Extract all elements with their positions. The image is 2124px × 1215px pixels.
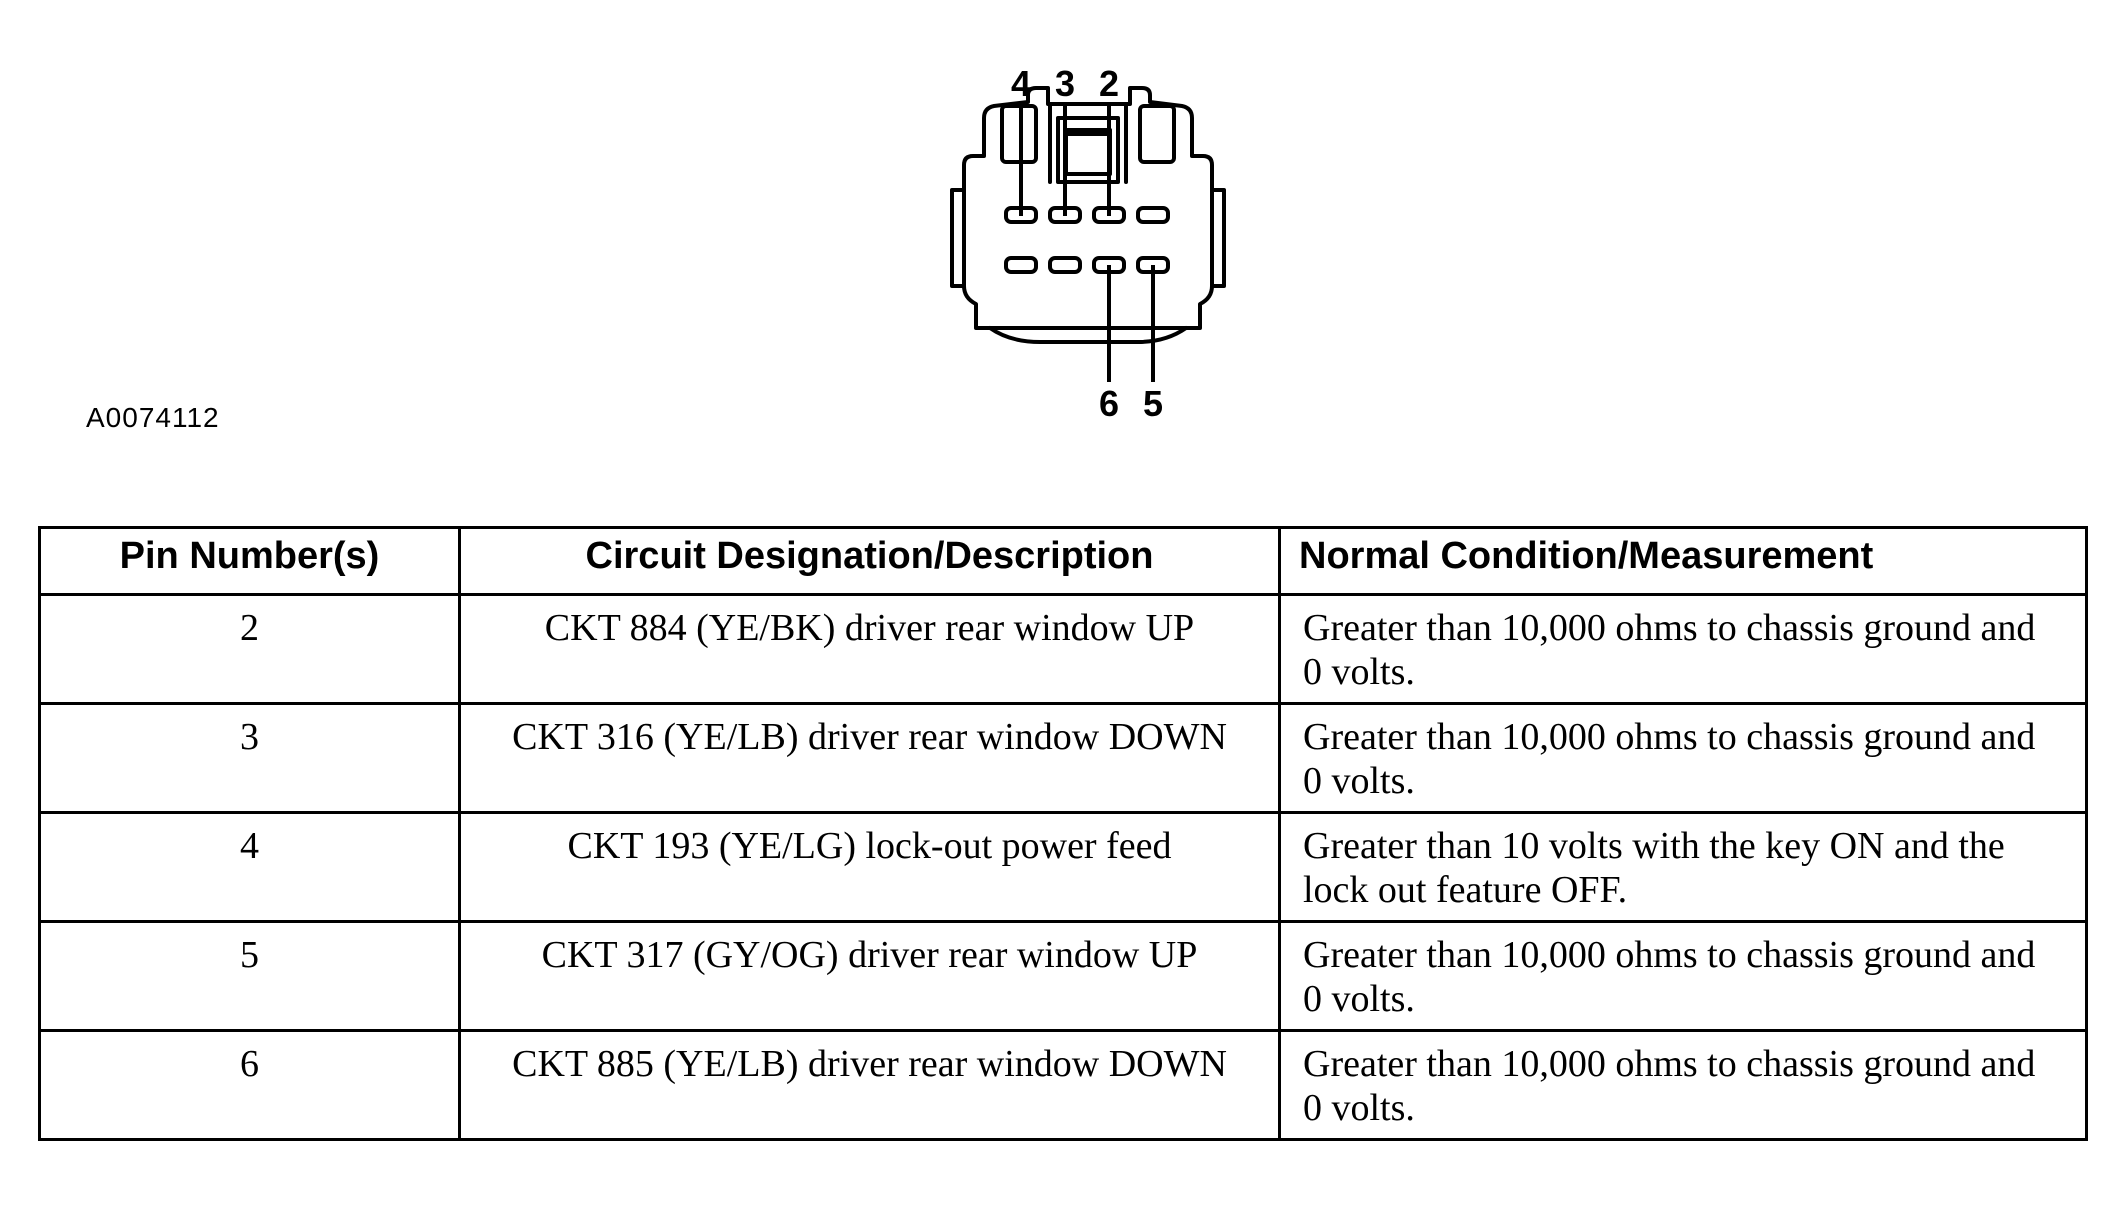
measurement-cell: Greater than 10,000 ohms to chassis ground and 0 volts. — [1280, 1031, 2087, 1140]
circuit-cell: CKT 316 (YE/LB) driver rear window DOWN — [460, 704, 1280, 813]
table-row — [40, 922, 2087, 1031]
pin-label-4: 4 — [1010, 63, 1032, 104]
table-row — [40, 595, 2087, 704]
pin-table — [38, 526, 2088, 1141]
cavity-1 — [1138, 208, 1168, 222]
pin-cell: 2 — [40, 595, 460, 704]
pin-label-6: 6 — [1098, 383, 1120, 424]
circuit-cell: CKT 317 (GY/OG) driver rear window UP — [460, 922, 1280, 1031]
header-measurement: Normal Condition/Measurement — [1280, 528, 2087, 595]
pin-label-5: 5 — [1142, 383, 1164, 424]
circuit-cell: CKT 884 (YE/BK) driver rear window UP — [460, 595, 1280, 704]
pin-label-2: 2 — [1098, 63, 1120, 104]
figure-id: A0074112 — [86, 402, 220, 433]
pin-cell: 5 — [40, 922, 460, 1031]
table-row — [40, 1031, 2087, 1140]
table-header-row — [40, 528, 2087, 595]
cavity-7 — [1050, 258, 1080, 272]
table-row — [40, 704, 2087, 813]
connector-diagram — [930, 60, 1250, 440]
circuit-cell: CKT 193 (YE/LG) lock-out power feed — [460, 813, 1280, 922]
measurement-cell: Greater than 10,000 ohms to chassis ground and 0 volts. — [1280, 922, 2087, 1031]
measurement-cell: Greater than 10,000 ohms to chassis ground and 0 volts. — [1280, 704, 2087, 813]
header-circuit: Circuit Designation/Description — [460, 528, 1280, 595]
cavity-8 — [1006, 258, 1036, 272]
latch-post-right — [1140, 106, 1174, 162]
pin-cell: 3 — [40, 704, 460, 813]
measurement-cell: Greater than 10,000 ohms to chassis ground and 0 volts. — [1280, 595, 2087, 704]
header-pin-number: Pin Number(s) — [40, 528, 460, 595]
connector-drawing — [930, 60, 1250, 440]
pin-cell: 4 — [40, 813, 460, 922]
connector-bottom-lip — [990, 328, 1186, 342]
table-row — [40, 813, 2087, 922]
pin-cell: 6 — [40, 1031, 460, 1140]
circuit-cell: CKT 885 (YE/LB) driver rear window DOWN — [460, 1031, 1280, 1140]
measurement-cell: Greater than 10 volts with the key ON and the lock out feature OFF. — [1280, 813, 2087, 922]
pin-label-3: 3 — [1054, 63, 1076, 104]
